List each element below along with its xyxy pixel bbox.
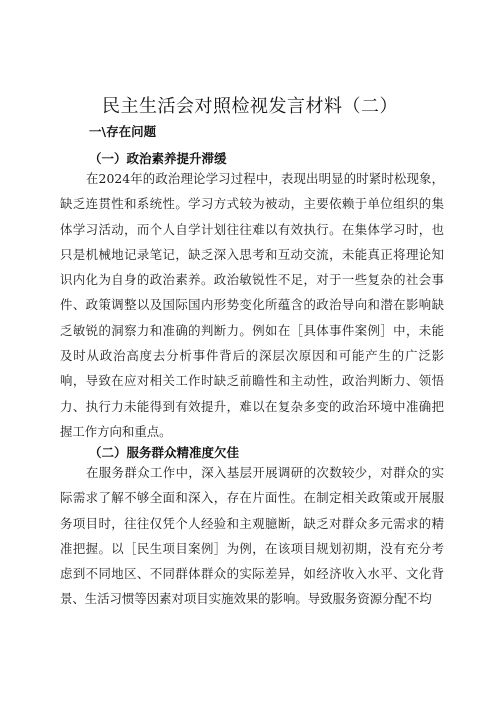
subsection-heading-service-precision: （二）服务群众精准度欠佳 [89, 445, 240, 460]
subsection-heading-political-literacy: （一）政治素养提升滞缓 [89, 151, 227, 166]
section-heading-existing-problems: 一\存在问题 [89, 124, 157, 139]
document-title: 民主生活会对照检视发言材料（二） [102, 96, 398, 117]
paragraph-political-literacy: 在2024年的政治理论学习过程中，表现出明显的时紧时松现象，缺乏连贯性和系统性。学习方式较为被动，主要依赖于单位组织的集体学习活动，而个人自学计划往往难以有效执行。在集体学习时，也只是机械地记录笔记，缺乏深入思考和互动交流，未能真正将理论知识内化为自身的政治素养。政治敏锐性不足，对于一些复杂的社会事件、政策调整以及国际国内形势变化所蕴含的政治导向和潜在影响缺乏敏锐的洞察力和准确的判断力。例如在［具体事件案例］中，未能及时从政治高度去分析事件背后的深层次原因和可能产生的广泛影响，导致在应对相关工作时缺乏前瞻性和主动性，政治判断力、领悟力、执行力未能得到有效提升，难以在复杂多变的政治环境中准确把握工作方向和重点。 [60, 171, 444, 439]
paragraph-service-precision: 在服务群众工作中，深入基层开展调研的次数较少，对群众的实际需求了解不够全面和深入，存在片面性。在制定相关政策或开展服务项目时，往往仅凭个人经验和主观臆断，缺乏对群众多元需求的精准把握。以［民生项目案例］为例，在该项目规划初期，没有充分考虑到不同地区、不同群体群众的实际差异，如经济收入水平、文化背景、生活习惯等因素对项目实施效果的影响。导致服务资源分配不均 [60, 465, 444, 607]
